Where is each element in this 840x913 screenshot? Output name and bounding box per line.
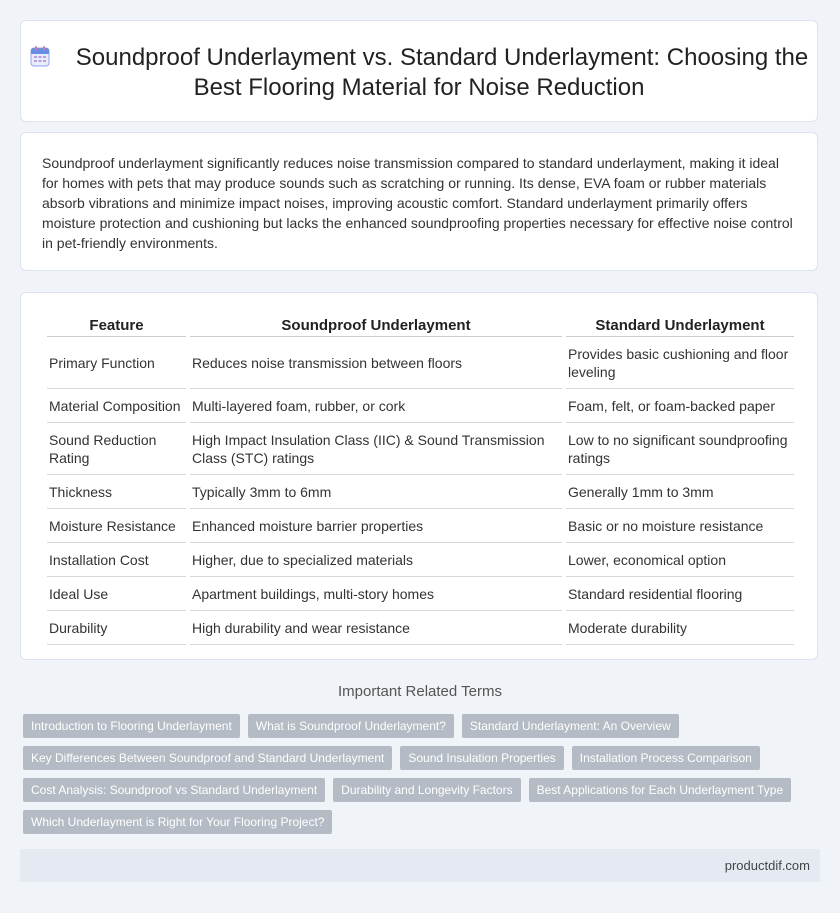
title-card [20, 20, 818, 122]
feature-cell: Durability [47, 611, 186, 645]
soundproof-cell: Apartment buildings, multi-story homes [190, 577, 562, 611]
related-terms-title: Important Related Terms [338, 683, 502, 700]
feature-cell: Sound Reduction Rating [47, 423, 186, 475]
soundproof-cell: Reduces noise transmission between floors [190, 337, 562, 389]
soundproof-cell: High durability and wear resistance [190, 611, 562, 645]
soundproof-cell: Enhanced moisture barrier properties [190, 509, 562, 543]
standard-cell: Moderate durability [566, 611, 794, 645]
table-row [47, 423, 794, 475]
footer-site-link[interactable]: productdif.com [724, 858, 810, 873]
table-row [47, 509, 794, 543]
footer [20, 849, 820, 882]
related-term-tag[interactable]: What is Soundproof Underlayment? [248, 714, 454, 738]
soundproof-cell: Multi-layered foam, rubber, or cork [190, 389, 562, 423]
feature-cell: Moisture Resistance [47, 509, 186, 543]
table-header-row [47, 316, 794, 337]
standard-cell: Generally 1mm to 3mm [566, 475, 794, 509]
standard-cell: Standard residential flooring [566, 577, 794, 611]
standard-cell: Provides basic cushioning and floor leveling [566, 337, 794, 389]
soundproof-cell: Typically 3mm to 6mm [190, 475, 562, 509]
related-term-tag[interactable]: Installation Process Comparison [572, 746, 760, 770]
feature-cell: Thickness [47, 475, 186, 509]
page-title: Soundproof Underlayment vs. Standard Underlayment: Choosing the Best Flooring Material for Noise Reduction [75, 44, 809, 101]
feature-cell: Primary Function [47, 337, 186, 389]
page-title-block [21, 43, 817, 103]
related-term-tag[interactable]: Durability and Longevity Factors [333, 778, 520, 802]
header-feature: Feature [47, 316, 186, 337]
related-terms-list [23, 714, 813, 834]
related-term-tag[interactable]: Cost Analysis: Soundproof vs Standard Underlayment [23, 778, 325, 802]
comparison-table [43, 316, 798, 645]
standard-cell: Foam, felt, or foam-backed paper [566, 389, 794, 423]
table-row [47, 389, 794, 423]
soundproof-cell: High Impact Insulation Class (IIC) & Sound Transmission Class (STC) ratings [190, 423, 562, 475]
header-standard: Standard Underlayment [566, 316, 794, 337]
standard-cell: Basic or no moisture resistance [566, 509, 794, 543]
table-row [47, 337, 794, 389]
related-term-tag[interactable]: Sound Insulation Properties [400, 746, 563, 770]
table-row [47, 611, 794, 645]
intro-paragraph: Soundproof underlayment significantly reduces noise transmission compared to standard underlayment, making it ideal for homes with pets that may produce sounds such as scratching or running. Its dense, EVA foam or rubber materials absorb vibrations and minimize impact noises, improving acoustic comfort. Standard underlayment primarily offers moisture protection and cushioning but lacks the enhanced soundproofing properties necessary for effective noise control in pet-friendly environments. [42, 155, 793, 251]
related-term-tag[interactable]: Which Underlayment is Right for Your Flooring Project? [23, 810, 332, 834]
calendar-icon [30, 45, 50, 67]
comparison-card [20, 292, 818, 660]
header-soundproof: Soundproof Underlayment [190, 316, 562, 337]
related-term-tag[interactable]: Key Differences Between Soundproof and Standard Underlayment [23, 746, 392, 770]
feature-cell: Installation Cost [47, 543, 186, 577]
table-row [47, 543, 794, 577]
feature-cell: Ideal Use [47, 577, 186, 611]
intro-card [20, 132, 818, 271]
related-term-tag[interactable]: Standard Underlayment: An Overview [462, 714, 679, 738]
table-row [47, 577, 794, 611]
table-row [47, 475, 794, 509]
related-term-tag[interactable]: Best Applications for Each Underlayment Type [529, 778, 792, 802]
soundproof-cell: Higher, due to specialized materials [190, 543, 562, 577]
standard-cell: Low to no significant soundproofing ratings [566, 423, 794, 475]
related-term-tag[interactable]: Introduction to Flooring Underlayment [23, 714, 240, 738]
feature-cell: Material Composition [47, 389, 186, 423]
standard-cell: Lower, economical option [566, 543, 794, 577]
